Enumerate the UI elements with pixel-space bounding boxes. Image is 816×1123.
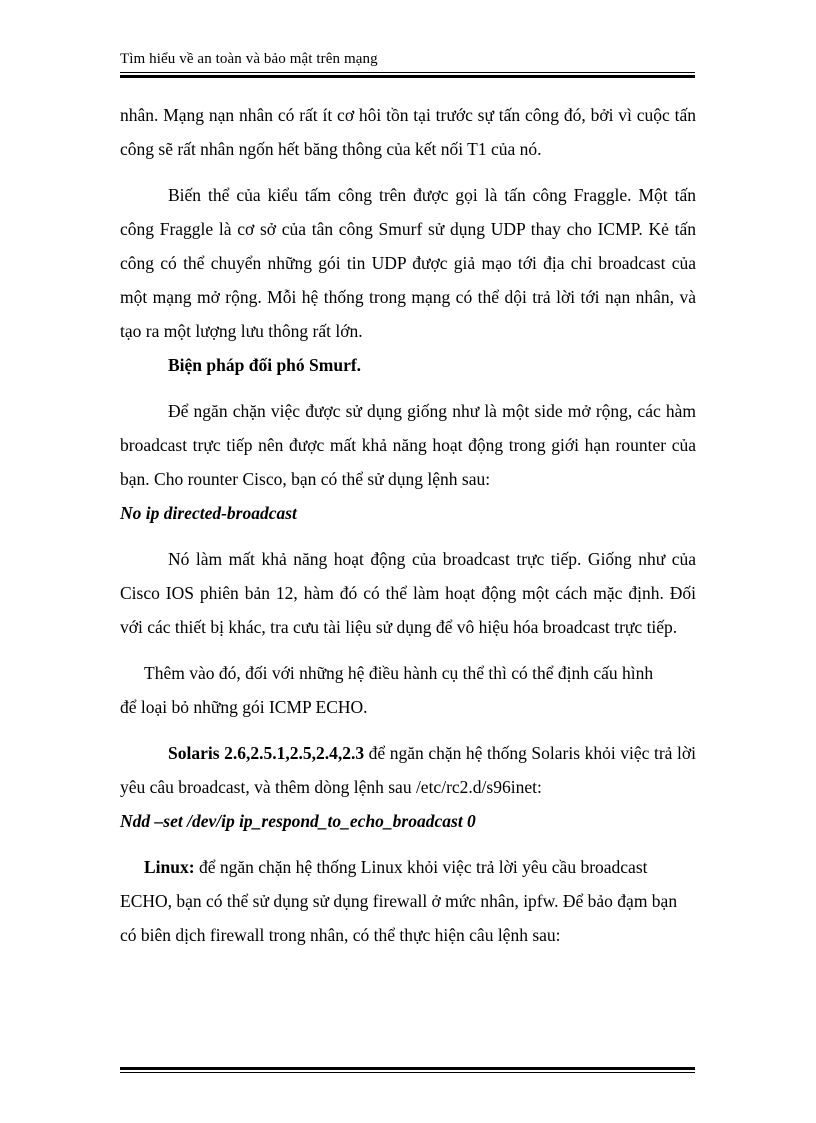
header-rule-thick [120,75,695,78]
linux-label: Linux: [144,857,195,877]
solaris-text: để ngăn chặn hệ thống Solaris khỏi việc trả lời yêu câu broadcast, và thêm dòng lệnh sau /etc/rc2.d/s96inet: [120,743,696,797]
linux-text: để ngăn chặn hệ thống Linux khỏi việc trả lời yêu cầu broadcast ECHO, bạn có thể sử dụng sử dụng firewall ở mức nhân, ipfw. Để bảo đạm bạn có biên dịch firewall trong nhân, có thể thực hiện câu lệnh sau: [120,857,678,945]
command-solaris: Ndd –set /dev/ip ip_respond_to_echo_broadcast 0 [120,811,476,831]
header-rule-thin [120,72,695,73]
footer-rule-thick [120,1067,695,1070]
header-title: Tìm hiểu về an toàn và bảo mật trên mạng [120,51,378,67]
paragraph-5: Thêm vào đó, đối với những hệ điều hành cụ thể thì có thể định cấu hình để loại bỏ những gói ICMP ECHO. [120,663,654,717]
page-body [120,98,696,952]
paragraph-linux [120,850,696,952]
footer-rule-thin [120,1072,695,1073]
paragraph-solaris [120,736,696,804]
heading-smurf-countermeasure: Biện pháp đối phó Smurf. [168,355,362,375]
command-cisco: No ip directed-broadcast [120,503,297,523]
paragraph-4: Nó làm mất khả năng hoạt động của broadcast trực tiếp. Giống như của Cisco IOS phiên bản 12, hàm đó có thể làm hoạt động một cách mặc định. Đối với các thiết bị khác, tra cưu tài liệu sử dụng để vô hiệu hóa broadcast trực tiếp. [120,549,696,637]
paragraph-2: Biến thể của kiểu tấm công trên được gọi là tấn công Fraggle. Một tấn công Fraggle là cơ sở của tân công Smurf sử dụng UDP thay cho ICMP. Kẻ tấn công có thể chuyển những gói tin UDP được giả mạo tới địa chỉ broadcast của một mạng mở rộng. Mỗi hệ thống trong mạng có thể dội trả lời tới nạn nhân, và tạo ra một lượng lưu thông rất lớn. [120,185,696,341]
paragraph-3: Để ngăn chặn việc được sử dụng giống như là một side mở rộng, các hàm broadcast trực tiếp nên được mất khả năng hoạt động trong giới hạn rounter của bạn. Cho rounter Cisco, bạn có thể sử dụng lệnh sau: [120,401,696,489]
paragraph-1: nhân. Mạng nạn nhân có rất ít cơ hôi tồn tại trước sự tấn công đó, bởi vì cuộc tấn công sẽ rất nhân ngốn hết băng thông của kết nối T1 của nó. [120,105,696,159]
solaris-label: Solaris 2.6,2.5.1,2.5,2.4,2.3 [168,743,365,763]
